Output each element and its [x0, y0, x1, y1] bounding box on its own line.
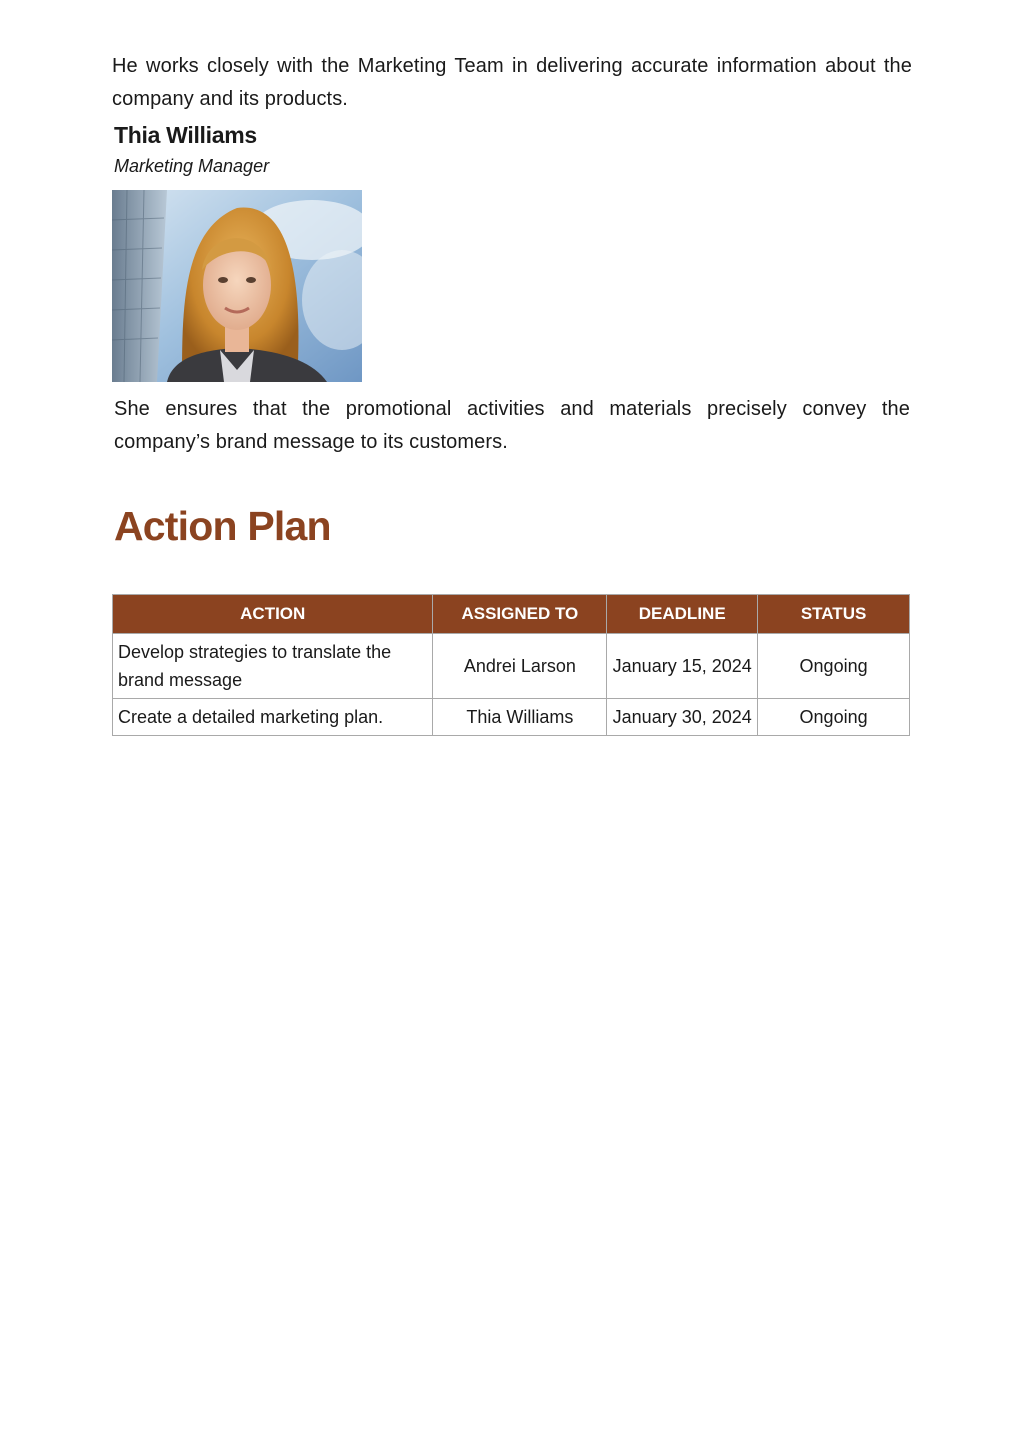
action-plan-table — [112, 594, 910, 736]
table-cell-assigned: Thia Williams — [433, 699, 607, 736]
table-cell-deadline: January 15, 2024 — [607, 634, 758, 699]
table-header-cell: ACTION — [113, 595, 433, 634]
table-cell-deadline: January 30, 2024 — [607, 699, 758, 736]
table-cell-action: Develop strategies to translate the brand message — [113, 634, 433, 699]
intro-paragraph: He works closely with the Marketing Team in delivering accurate information about the company and its products. — [112, 55, 912, 110]
table-row — [113, 699, 910, 736]
table-header-cell: ASSIGNED TO — [433, 595, 607, 634]
table-row — [113, 634, 910, 699]
table-cell-action: Create a detailed marketing plan. — [113, 699, 433, 736]
table-header-cell: DEADLINE — [607, 595, 758, 634]
document-page — [112, 50, 912, 736]
table-cell-status: Ongoing — [758, 699, 910, 736]
table-cell-assigned: Andrei Larson — [433, 634, 607, 699]
person-description: She ensures that the promotional activities and materials precisely convey the company’s brand message to its customers. — [114, 398, 910, 453]
table-header-row — [113, 595, 910, 634]
table-cell-status: Ongoing — [758, 634, 910, 699]
table-header-cell: STATUS — [758, 595, 910, 634]
person-title: Marketing Manager — [114, 156, 270, 176]
person-photo — [112, 190, 362, 382]
section-heading: Action Plan — [114, 503, 331, 549]
person-name: Thia Williams — [114, 122, 257, 148]
